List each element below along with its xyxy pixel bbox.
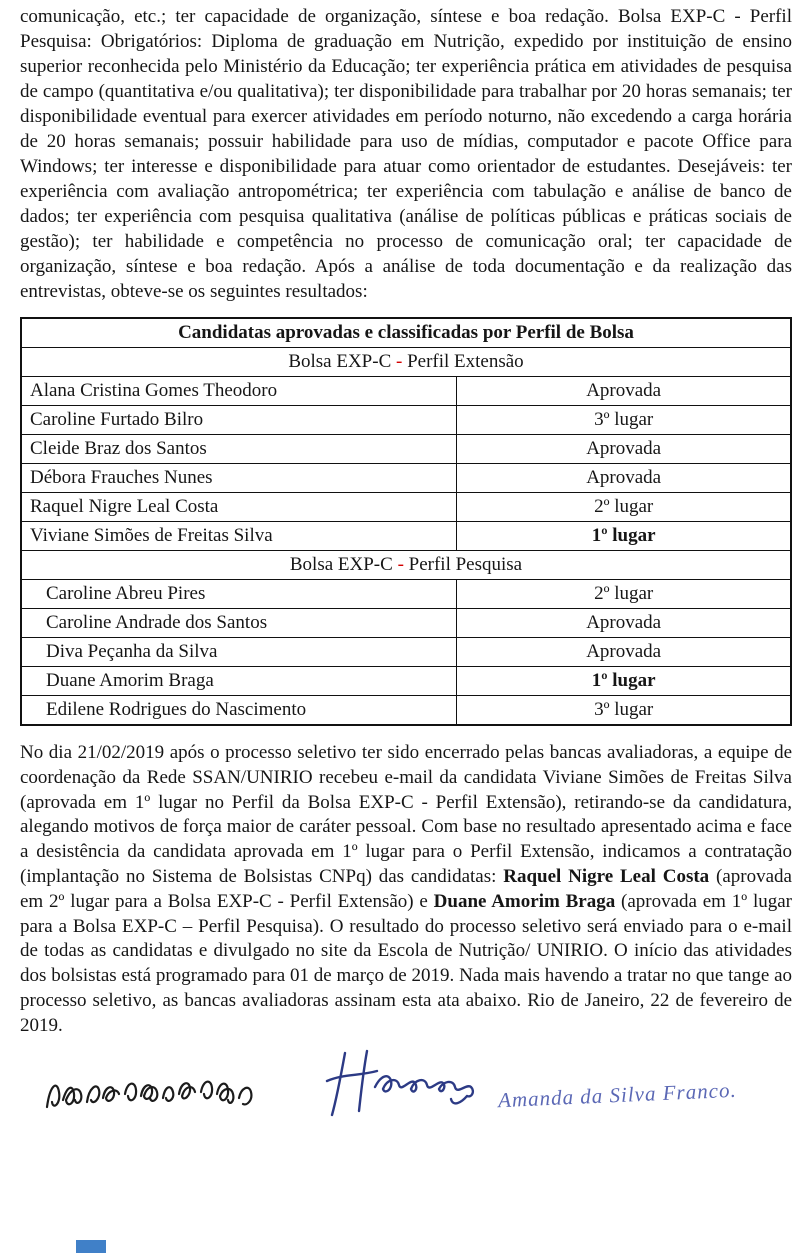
candidate-name: Diva Peçanha da Silva (21, 638, 457, 667)
body-text: No dia 21/02/2019 após o processo seletivo ter sido encerrado pelas bancas avaliadoras, a equipe de coordenação da Rede SSAN/UNIRIO recebeu e-mail da candidata Viviane Simões de Freitas Silva (aprovada em 1º lugar no Perfil da Bolsa EXP-C - Perfil Extensão), retirando-se da candidatura, alegando motivos de força maior de caráter pessoal. Com base no resultado apresentado acima e face a desistência da candidata aprovada em 1º lugar para o Perfil Extensão, indicamos a contratação (implantação no Sistema de Bolsistas CNPq) das candidatas: (20, 742, 792, 887)
candidate-row (21, 435, 791, 464)
section-header-row: Bolsa EXP-C - Perfil Extensão (21, 348, 791, 377)
signature-2 (315, 1045, 495, 1123)
candidate-result: Aprovada (457, 638, 791, 667)
candidate-name: Cleide Braz dos Santos (21, 435, 457, 464)
candidate-row (21, 580, 791, 609)
candidate-result: 2º lugar (457, 493, 791, 522)
bold-name-text: Duane Amorim Braga (433, 890, 616, 912)
paragraph-decision (20, 741, 792, 1039)
footer-blue-mark (76, 1240, 106, 1253)
results-table (20, 317, 792, 726)
candidate-result: 1º lugar (457, 522, 791, 551)
candidate-name: Caroline Andrade dos Santos (21, 609, 457, 638)
candidate-result: 3º lugar (457, 406, 791, 435)
table-title: Candidatas aprovadas e classificadas por Perfil de Bolsa (21, 318, 791, 348)
candidate-result: Aprovada (457, 464, 791, 493)
candidate-name: Caroline Furtado Bilro (21, 406, 457, 435)
red-dash: - (397, 554, 404, 575)
candidate-row (21, 377, 791, 406)
candidate-row (21, 493, 791, 522)
candidate-row (21, 406, 791, 435)
candidate-name: Débora Frauches Nunes (21, 464, 457, 493)
candidate-row (21, 609, 791, 638)
signature-3: Amanda da Silva Franco. (497, 1077, 738, 1112)
section-header-row: Bolsa EXP-C - Perfil Pesquisa (21, 551, 791, 580)
bold-name-text: Raquel Nigre Leal Costa (503, 865, 710, 887)
candidate-result: 2º lugar (457, 580, 791, 609)
candidate-name: Edilene Rodrigues do Nascimento (21, 696, 457, 726)
body-text: (aprovada em 2º lugar para a Bolsa EXP-C - Perfil Extensão) e (20, 865, 792, 912)
candidate-name: Caroline Abreu Pires (21, 580, 457, 609)
paragraph-requirements (20, 4, 792, 304)
candidate-result: 1º lugar (457, 667, 791, 696)
candidate-row (21, 638, 791, 667)
candidate-result: Aprovada (457, 609, 791, 638)
candidate-row (21, 696, 791, 726)
candidate-result: 3º lugar (457, 696, 791, 726)
candidate-name: Raquel Nigre Leal Costa (21, 493, 457, 522)
red-dash: - (396, 351, 403, 372)
candidate-result: Aprovada (457, 377, 791, 406)
candidate-name: Viviane Simões de Freitas Silva (21, 522, 457, 551)
candidate-name: Alana Cristina Gomes Theodoro (21, 377, 457, 406)
body-text: comunicação, etc.; ter capacidade de organização, síntese e boa redação. Bolsa EXP-C - Perfil Pesquisa: Obrigatórios: Diploma de graduação em Nutrição, expedido por instituição de ensino superior reconhecida pelo Ministério da Educação; ter experiência prática em atividades de pesquisa de campo (quantitativa e/ou qualitativa); ter disponibilidade para trabalhar por 20 horas semanais; ter disponibilidade eventual para exercer atividades em período noturno, não excedendo a carga horária de 20 horas semanais; possuir habilidade para uso de mídias, computador e pacote Office para Windows; ter interesse e disponibilidade para atuar como orientador de estudantes. Desejáveis: ter experiência com avaliação antropométrica; ter experiência com tabulação e análise de banco de dados; ter experiência com pesquisa qualitativa (análise de políticas públicas e práticas sociais de gestão); ter habilidade e competência no processo de comunicação oral; ter capacidade de organização, síntese e boa redação. Após a análise de toda documentação e da realização das entrevistas, obteve-se os seguintes resultados: (20, 6, 792, 302)
table-title-row (21, 318, 791, 348)
candidate-row (21, 464, 791, 493)
body-text: (aprovada em 1º lugar para a Bolsa EXP-C – Perfil Pesquisa). O resultado do processo seletivo será enviado para o e-mail de todas as candidatas e divulgado no site da Escola de Nutrição/ UNIRIO. O início das atividades dos bolsistas está programado para 01 de março de 2019. Nada mais havendo a tratar no que tange ao processo seletivo, as bancas avaliadoras assinam esta ata abaixo. Rio de Janeiro, 22 de fevereiro de 2019. (20, 890, 792, 1036)
candidate-result: Aprovada (457, 435, 791, 464)
candidate-row (21, 667, 791, 696)
candidate-name: Duane Amorim Braga (21, 667, 457, 696)
candidate-row (21, 522, 791, 551)
signature-1 (42, 1063, 260, 1125)
signatures-row (20, 1045, 792, 1185)
